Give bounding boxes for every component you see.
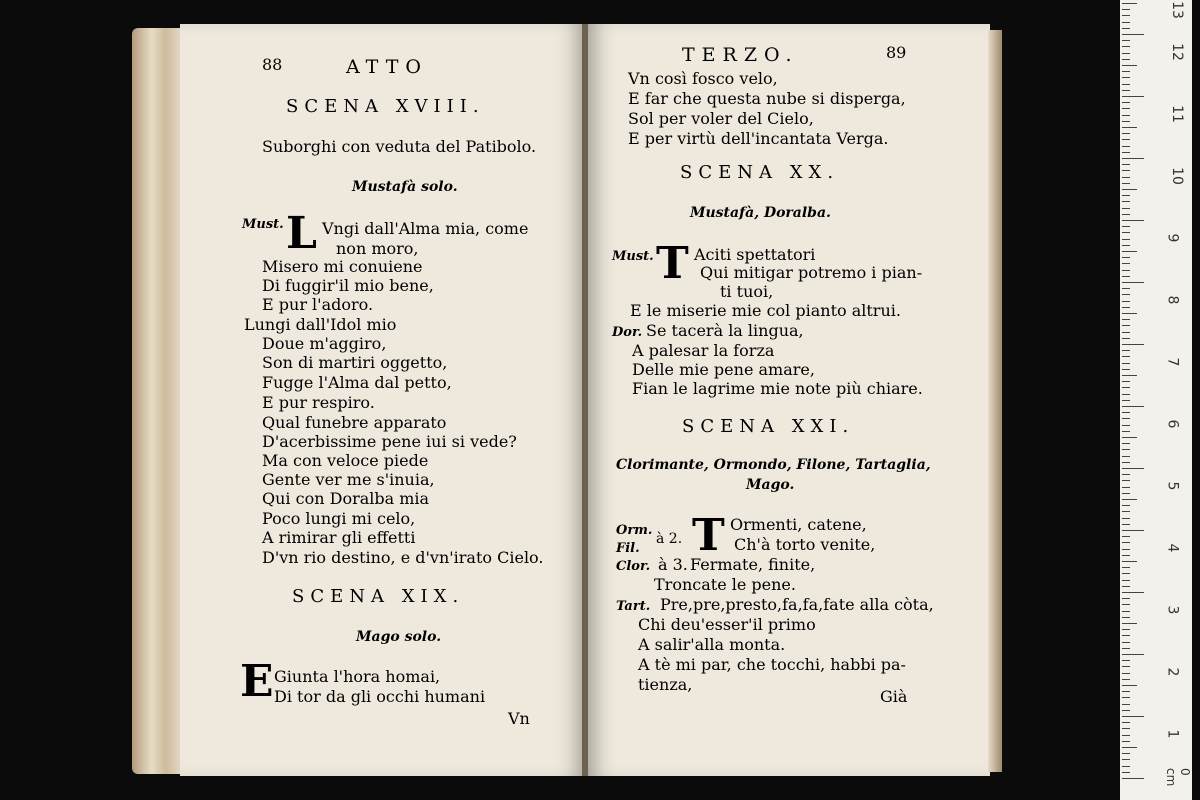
verse-line: Vngi dall'Alma mia, come [322,219,529,238]
scene-20-characters: Mustafà, Doralba. [690,205,831,221]
ruler-tick [1122,728,1130,729]
ruler-number: 8 [1164,295,1181,305]
drop-cap-t: T [692,510,725,561]
verse-line: Qual funebre apparato [262,413,447,432]
ruler-tick [1122,28,1130,29]
ruler-tick [1122,611,1130,612]
ruler-tick [1122,294,1130,295]
ruler-tick [1122,511,1130,512]
ruler-tick [1122,40,1130,41]
ruler-number: 7 [1164,357,1181,367]
ruler-tick [1122,108,1130,109]
verse-line: D'acerbissime pene iui si vede? [262,432,517,451]
verse-line: Qui mitigar potremo i pian- [700,263,923,282]
ruler-tick [1122,71,1130,72]
ruler-tick [1122,648,1130,649]
ruler-tick [1122,59,1130,60]
verse-line: Misero mi conuiene [262,257,423,276]
ruler-tick [1122,586,1130,587]
verse-line: Pre,pre,presto,fa,fa,fate alla còta, [660,595,934,614]
a-tre-marker: à 3. [658,555,688,574]
verse-line: Qui con Doralba mia [262,489,430,508]
ruler-tick [1122,139,1130,140]
verse-line: Sol per voler del Cielo, [628,109,814,128]
ruler-tick [1122,685,1137,686]
scene-18-character: Mustafà solo. [352,179,458,195]
ruler-tick [1122,400,1130,401]
ruler-tick [1122,177,1130,178]
scene-21-title: SCENA XXI. [682,416,855,437]
verse-line: Gente ver me s'inuia, [262,470,435,489]
ruler-tick [1122,133,1130,134]
page-number-left: 88 [262,55,283,74]
ruler-tick [1122,381,1130,382]
ruler-tick [1122,759,1130,760]
ruler-tick [1122,201,1130,202]
verse-line: Aciti spettatori [694,245,816,264]
ruler-tick [1122,679,1130,680]
ruler-tick [1122,406,1144,407]
ruler-tick [1122,561,1137,562]
ruler-tick [1122,617,1130,618]
verse-line: Ma con veloce piede [262,451,429,470]
ruler-tick [1122,666,1130,667]
ruler-tick [1122,152,1130,153]
ruler-tick [1122,716,1144,717]
ruler-tick [1122,654,1144,655]
ruler-tick [1122,338,1130,339]
ruler-tick [1122,394,1130,395]
ruler-tick [1122,115,1130,116]
drop-cap-l: L [286,208,317,259]
ruler-tick [1122,301,1130,302]
ruler-number: 2 [1164,667,1181,677]
verse-line: Troncate le pene. [654,575,796,594]
ruler-tick [1122,208,1130,209]
ruler-tick [1122,84,1130,85]
ruler-tick [1122,741,1130,742]
verse-line: A salir'alla monta. [638,635,786,654]
ruler-number: 9 [1164,233,1181,243]
speaker-clor: Clor. [616,559,651,574]
ruler-tick [1122,195,1130,196]
ruler-tick [1122,239,1130,240]
ruler-tick [1122,660,1130,661]
ruler-tick [1122,772,1130,773]
ruler-tick [1122,704,1130,705]
ruler-tick [1122,226,1130,227]
verse-line: Lungi dall'Idol mio [244,315,397,334]
verse-line: A tè mi par, che tocchi, habbi pa- [638,655,906,674]
verse-line: Chi deu'esser'il primo [638,615,816,634]
ruler-tick [1122,592,1144,593]
speaker-fil: Fil. [616,541,640,556]
ruler-tick [1122,524,1130,525]
ruler-tick [1122,642,1130,643]
running-head-right: TERZO. [682,44,799,66]
ruler-tick [1122,375,1137,376]
scene-21-characters-cont: Mago. [746,477,795,493]
scene-19-title: SCENA XIX. [292,586,465,607]
verse-line: non moro, [336,239,419,258]
ruler-tick [1122,710,1130,711]
ruler-unit-label: 0 cm [1164,768,1192,787]
verse-line: Ch'à torto venite, [734,535,876,554]
ruler-tick [1122,307,1130,308]
page-number-right: 89 [886,43,907,62]
ruler-tick [1122,245,1130,246]
ruler-number: 3 [1164,605,1181,615]
ruler-tick [1122,505,1130,506]
ruler-tick [1122,276,1130,277]
ruler-tick [1122,214,1130,215]
verse-line: Giunta l'hora homai, [274,667,441,686]
ruler-tick [1122,369,1130,370]
ruler-tick [1122,580,1130,581]
ruler-tick [1122,462,1130,463]
verse-line: D'vn rio destino, e d'vn'irato Cielo. [262,548,544,567]
ruler-tick [1122,598,1130,599]
ruler-tick [1122,325,1130,326]
ruler-number: 12 [1168,43,1185,61]
ruler-tick [1122,270,1130,271]
ruler-tick [1122,753,1130,754]
ruler-tick [1122,189,1137,190]
scene-19-character: Mago solo. [356,629,442,645]
ruler-tick [1122,778,1144,779]
ruler-tick [1122,146,1130,147]
ruler-tick [1122,121,1130,122]
ruler-tick [1122,697,1130,698]
verse-line: Doue m'aggiro, [262,334,387,353]
ruler-tick [1122,356,1130,357]
ruler-tick [1122,251,1137,252]
ruler-tick [1122,673,1130,674]
ruler-tick [1122,623,1137,624]
verse-line: Se tacerà la lingua, [646,321,804,340]
ruler-tick [1122,164,1130,165]
verse-line: Poco lungi mi celo, [262,509,416,528]
verse-line: E per virtù dell'incantata Verga. [628,129,889,148]
ruler-tick [1122,747,1137,748]
verse-line: E pur l'adoro. [262,295,374,314]
ruler-tick [1122,493,1130,494]
ruler-tick [1122,549,1130,550]
ruler-tick [1122,15,1130,16]
ruler-tick [1122,53,1130,54]
scene-18-title: SCENA XVIII. [286,96,485,117]
ruler-tick [1122,257,1130,258]
ruler-tick [1122,90,1130,91]
verse-line: Ormenti, catene, [730,515,867,534]
page-edges-right [988,30,1002,772]
ruler-tick [1122,34,1144,35]
ruler-tick [1122,313,1137,314]
ruler-tick [1122,183,1130,184]
ruler-tick [1122,443,1130,444]
catchword-right: Già [880,687,908,706]
ruler-tick [1122,127,1137,128]
ruler-tick [1122,735,1130,736]
ruler-tick [1122,456,1130,457]
ruler-tick [1122,350,1130,351]
ruler-tick [1122,425,1130,426]
ruler-tick [1122,232,1130,233]
verse-line: Vn così fosco velo, [628,69,778,88]
measurement-ruler [1120,0,1192,800]
ruler-tick [1122,449,1130,450]
verse-line: Di fuggir'il mio bene, [262,276,434,295]
ruler-tick [1122,635,1130,636]
ruler-tick [1122,3,1137,4]
verse-line: E far che questa nube si disperga, [628,89,906,108]
ruler-tick [1122,170,1130,171]
ruler-tick [1122,573,1130,574]
ruler-number: 6 [1164,419,1181,429]
ruler-tick [1122,332,1130,333]
ruler-tick [1122,96,1144,97]
scene-18-setting: Suborghi con veduta del Patibolo. [262,137,537,156]
ruler-tick [1122,9,1130,10]
ruler-tick [1122,722,1130,723]
verse-line: A rimirar gli effetti [262,528,416,547]
ruler-tick [1122,766,1130,767]
ruler-tick [1122,468,1144,469]
verse-line: Fermate, finite, [690,555,816,574]
ruler-tick [1122,691,1130,692]
ruler-tick [1122,567,1130,568]
ruler-tick [1122,65,1137,66]
verse-line: ti tuoi, [720,282,774,301]
a-due-marker: à 2. [656,531,683,547]
ruler-tick [1122,629,1130,630]
ruler-tick [1122,282,1144,283]
verse-line: Son di martiri oggetto, [262,353,448,372]
ruler-tick [1122,158,1144,159]
catchword-left: Vn [508,709,530,728]
drop-cap-t: T [656,238,689,289]
ruler-tick [1122,474,1130,475]
ruler-tick [1122,487,1130,488]
ruler-tick [1122,344,1144,345]
ruler-tick [1122,604,1130,605]
ruler-number: 11 [1168,105,1185,123]
scene-20-title: SCENA XX. [680,162,840,183]
speaker-orm: Orm. [616,523,653,538]
ruler-tick [1122,431,1130,432]
ruler-tick [1122,530,1144,531]
verse-line: tienza, [638,675,693,694]
ruler-number: 1 [1164,729,1181,739]
speaker-must: Must. [242,217,284,232]
ruler-tick [1122,102,1130,103]
ruler-tick [1122,46,1130,47]
ruler-number: 4 [1164,543,1181,553]
ruler-tick [1122,319,1130,320]
verse-line: E le miserie mie col pianto altrui. [630,301,901,320]
ruler-tick [1122,387,1130,388]
speaker-tart: Tart. [616,599,651,614]
ruler-number: 5 [1164,481,1181,491]
verse-line: E pur respiro. [262,393,375,412]
verse-line: Delle mie pene amare, [632,360,815,379]
running-head-left: ATTO [346,56,428,78]
ruler-tick [1122,418,1130,419]
ruler-number: 13 [1168,1,1185,19]
speaker-must: Must. [612,249,654,264]
ruler-tick [1122,263,1130,264]
ruler-tick [1122,555,1130,556]
ruler-tick [1122,412,1130,413]
ruler-tick [1122,363,1130,364]
ruler-tick [1122,77,1130,78]
verse-line: A palesar la forza [632,341,775,360]
ruler-tick [1122,288,1130,289]
speaker-dor: Dor. [612,325,643,340]
scene-21-characters: Clorimante, Ormondo, Filone, Tartaglia, [616,457,931,473]
verse-line: Di tor da gli occhi humani [274,687,486,706]
verse-line: Fugge l'Alma dal petto, [262,373,452,392]
verse-line: Fian le lagrime mie note più chiare. [632,379,923,398]
ruler-tick [1122,499,1137,500]
ruler-tick [1122,480,1130,481]
ruler-tick [1122,518,1130,519]
ruler-tick [1122,536,1130,537]
ruler-tick [1122,220,1144,221]
drop-cap-e: E [240,656,274,707]
ruler-tick [1122,542,1130,543]
ruler-tick [1122,22,1130,23]
ruler-number: 10 [1168,167,1185,185]
ruler-tick [1122,437,1137,438]
